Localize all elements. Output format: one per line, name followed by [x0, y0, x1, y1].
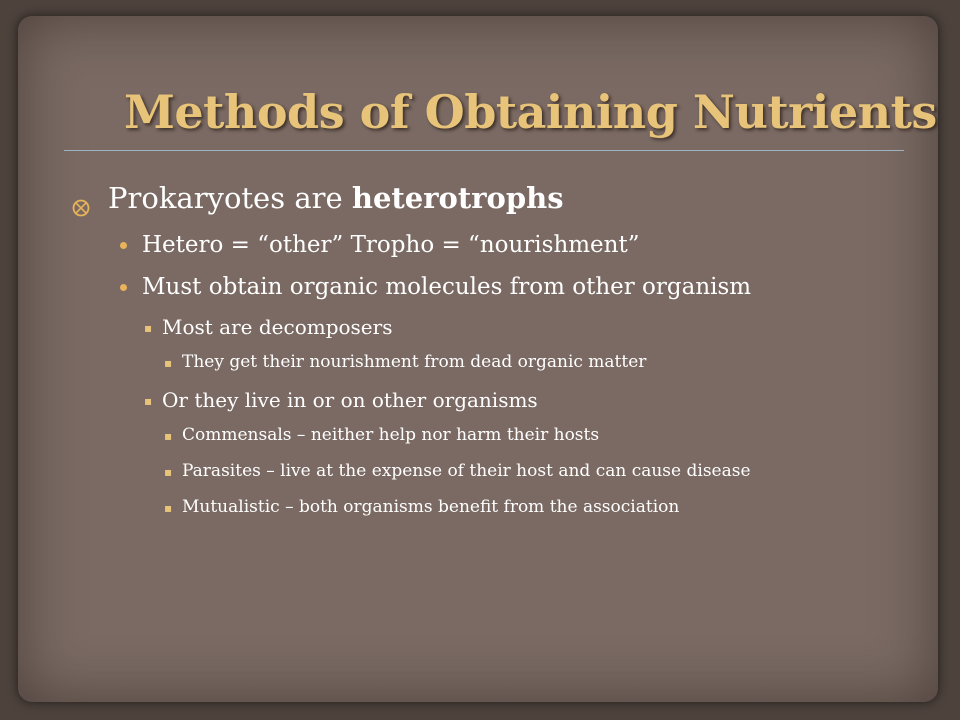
- slide-title: Methods of Obtaining Nutrients: [124, 85, 937, 139]
- small-square-icon: ▪: [164, 429, 173, 443]
- circled-cross-icon: [72, 189, 90, 207]
- small-square-icon: ▪: [144, 321, 153, 335]
- bullet-emphasis: heterotrophs: [351, 181, 564, 215]
- bullet-text: Hetero = “other” Tropho = “nourishment”: [142, 232, 640, 258]
- small-square-icon: ▪: [164, 501, 173, 515]
- dot-icon: [120, 284, 127, 291]
- title-divider: [64, 150, 904, 151]
- bullet-level3-live-on-organisms: [70, 387, 890, 413]
- bullet-level2-organic-molecules: [70, 272, 890, 302]
- small-square-icon: ▪: [144, 394, 153, 408]
- bullet-level4-commensals: [70, 424, 890, 447]
- bullet-level4-dead-matter: [70, 351, 890, 374]
- bullet-list: [70, 180, 890, 532]
- bullet-level4-mutualistic: [70, 496, 890, 519]
- small-square-icon: ▪: [164, 465, 173, 479]
- bullet-text: Commensals – neither help nor harm their hosts: [182, 425, 600, 445]
- slide: [18, 16, 938, 702]
- bullet-text: Parasites – live at the expense of their host and can cause disease: [182, 461, 751, 481]
- bullet-text: Mutualistic – both organisms benefit from the association: [182, 497, 680, 517]
- bullet-text: They get their nourishment from dead organic matter: [182, 352, 647, 372]
- bullet-level3-decomposers: [70, 314, 890, 340]
- bullet-level1-heterotrophs: [70, 180, 890, 216]
- dot-icon: [120, 242, 127, 249]
- bullet-text: Must obtain organic molecules from other organism: [142, 274, 752, 300]
- bullet-level2-etymology: [70, 230, 890, 260]
- small-square-icon: ▪: [164, 356, 173, 370]
- bullet-text: Prokaryotes are: [108, 181, 352, 215]
- bullet-text: Or they live in or on other organisms: [162, 388, 538, 412]
- bullet-text: Most are decomposers: [162, 315, 393, 339]
- bullet-level4-parasites: [70, 460, 890, 483]
